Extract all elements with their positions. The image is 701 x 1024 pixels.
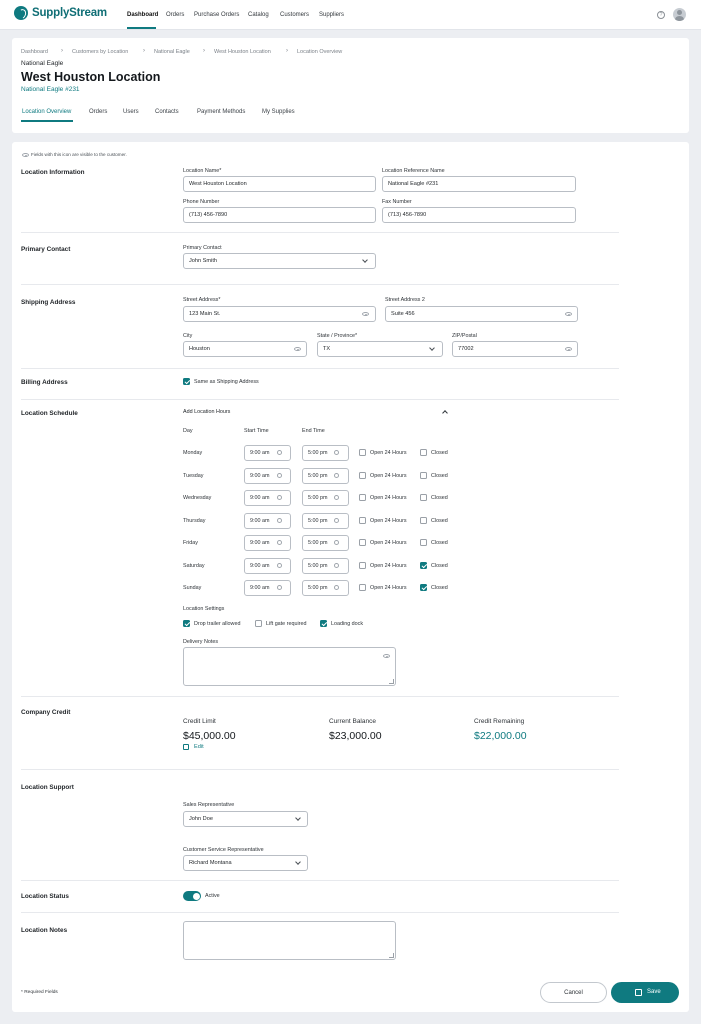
end-time-input[interactable]: 5:00 pm [302,580,349,596]
tab-orders[interactable]: Orders [89,109,108,115]
clock-icon [277,585,282,590]
open-24-hours-label: Open 24 Hours [370,450,407,456]
tab-payment-methods[interactable]: Payment Methods [197,109,246,115]
section-location-notes: Location Notes [21,927,68,934]
clock-icon [334,450,339,455]
start-time-input[interactable]: 9:00 am [244,513,291,529]
location-notes-textarea[interactable] [183,921,396,960]
nav-dashboard[interactable]: Dashboard [127,12,159,18]
section-location-support: Location Support [21,784,74,791]
tab-my-supplies[interactable]: My Supplies [262,109,295,115]
credit-remaining-value: $22,000.00 [474,730,527,742]
open-24-hours-label: Open 24 Hours [370,473,407,479]
nav-active-indicator [127,27,156,29]
section-shipping-address: Shipping Address [21,299,76,306]
end-time-input[interactable]: 5:00 pm [302,535,349,551]
sales-rep-label: Sales Representative [183,802,235,808]
add-location-hours-toggle[interactable]: Add Location Hours [183,409,231,415]
open-24-hours-label: Open 24 Hours [370,585,407,591]
supplystream-logo-icon [14,6,28,20]
end-time-input[interactable]: 5:00 pm [302,558,349,574]
open-24-hours-checkbox[interactable] [359,494,366,501]
location-reference-input[interactable]: National Eagle #231 [382,176,576,192]
section-divider [21,696,619,697]
phone-number-input[interactable]: (713) 456-7890 [183,207,376,223]
breadcrumb-dashboard[interactable]: Dashboard [21,49,48,55]
closed-label: Closed [431,450,448,456]
closed-label: Closed [431,495,448,501]
open-24-hours-checkbox[interactable] [359,472,366,479]
save-button-label: Save [647,989,661,995]
end-time-input[interactable]: 5:00 pm [302,468,349,484]
user-avatar-icon[interactable] [673,8,686,21]
start-time-input[interactable]: 9:00 am [244,535,291,551]
visibility-notice: Fields with this icon are visible to the customer. [31,152,127,157]
clock-icon [277,473,282,478]
state-province-select[interactable]: TX [317,341,443,357]
tab-users[interactable]: Users [123,109,139,115]
open-24-hours-checkbox[interactable] [359,449,366,456]
breadcrumb-chevron-icon: › [286,48,288,54]
open-24-hours-label: Open 24 Hours [370,495,407,501]
closed-checkbox[interactable] [420,562,427,569]
clock-icon [334,563,339,568]
section-divider [21,284,619,285]
closed-checkbox[interactable] [420,449,427,456]
street-address-label: Street Address* [183,297,221,303]
breadcrumb-chevron-icon: › [203,48,205,54]
clock-icon [277,540,282,545]
section-company-credit: Company Credit [21,709,71,716]
schedule-day-label: Tuesday [183,473,204,479]
delivery-notes-label: Delivery Notes [183,639,219,645]
closed-label: Closed [431,518,448,524]
credit-remaining-label: Credit Remaining [474,718,525,725]
location-status-value: Active [205,893,220,899]
resize-handle-icon[interactable] [389,953,394,958]
nav-purchase-orders[interactable]: Purchase Orders [194,12,240,18]
state-province-label: State / Province* [317,333,358,339]
end-time-input[interactable]: 5:00 pm [302,445,349,461]
open-24-hours-checkbox[interactable] [359,517,366,524]
nav-orders[interactable]: Orders [166,12,185,18]
start-time-input[interactable]: 9:00 am [244,445,291,461]
clock-icon [334,540,339,545]
schedule-day-label: Wednesday [183,495,212,501]
clock-icon [277,518,282,523]
clock-icon [334,473,339,478]
clock-icon [334,518,339,523]
street-address-input[interactable]: 123 Main St. [183,306,376,322]
csr-select[interactable]: Richard Montana [183,855,308,871]
closed-checkbox[interactable] [420,539,427,546]
primary-contact-label: Primary Contact [183,245,222,251]
app-name: SupplyStream [32,7,107,19]
start-time-input[interactable]: 9:00 am [244,558,291,574]
city-label: City [183,333,193,339]
primary-contact-select[interactable]: John Smith [183,253,376,269]
section-billing-address: Billing Address [21,379,68,386]
fax-number-input[interactable]: (713) 456-7890 [382,207,576,223]
visibility-eye-icon [362,312,369,316]
city-input[interactable]: Houston [183,341,307,357]
cancel-button[interactable]: Cancel [540,982,607,1003]
breadcrumb-chevron-icon: › [143,48,145,54]
csr-label: Customer Service Representative [183,847,264,853]
breadcrumb-chevron-icon: › [61,48,63,54]
phone-number-label: Phone Number [183,199,220,205]
closed-checkbox[interactable] [420,494,427,501]
current-balance-value: $23,000.00 [329,730,382,742]
location-id: National Eagle #231 [21,86,80,93]
clock-icon [334,495,339,500]
start-time-input[interactable]: 9:00 am [244,490,291,506]
closed-label: Closed [431,540,448,546]
schedule-day-label: Sunday [183,585,202,591]
column-start-time: Start Time [244,428,269,434]
drop-trailer-label: Drop trailer allowed [194,621,241,627]
nav-customers[interactable]: Customers [280,12,310,18]
schedule-day-label: Friday [183,540,198,546]
column-end-time: End Time [302,428,325,434]
breadcrumb-west-houston[interactable]: West Houston Location [214,49,271,55]
visibility-eye-icon [565,347,572,351]
closed-checkbox[interactable] [420,517,427,524]
closed-label: Closed [431,473,448,479]
section-location-status: Location Status [21,893,69,900]
main-form-card [12,142,689,1012]
company-name: National Eagle [21,60,64,67]
breadcrumb-location-overview: Location Overview [297,49,343,55]
loading-dock-label: Loading dock [331,621,364,627]
credit-limit-value: $45,000.00 [183,730,236,742]
closed-checkbox[interactable] [420,584,427,591]
section-divider [21,399,619,400]
clock-icon [277,450,282,455]
section-divider [21,232,619,233]
open-24-hours-checkbox[interactable] [359,539,366,546]
schedule-day-label: Monday [183,450,203,456]
tab-location-overview[interactable]: Location Overview [22,109,72,115]
open-24-hours-label: Open 24 Hours [370,563,407,569]
section-location-information: Location Information [21,169,85,176]
visibility-eye-icon [565,312,572,316]
same-as-shipping-label: Same as Shipping Address [194,379,259,385]
breadcrumb-national-eagle[interactable]: National Eagle [154,49,190,55]
section-location-schedule: Location Schedule [21,410,78,417]
street-address-2-input[interactable]: Suite 456 [385,306,578,322]
closed-checkbox[interactable] [420,472,427,479]
schedule-day-label: Thursday [183,518,206,524]
lift-gate-label: Lift gate required [266,621,307,627]
app-logo[interactable] [14,6,107,20]
save-button[interactable] [611,982,679,1003]
open-24-hours-checkbox[interactable] [359,562,366,569]
visibility-eye-icon [294,347,301,351]
tab-contacts[interactable]: Contacts [155,109,179,115]
nav-suppliers[interactable]: Suppliers [319,12,345,18]
schedule-day-label: Saturday [183,563,205,569]
drop-trailer-checkbox[interactable] [183,620,190,627]
section-divider [21,368,619,369]
section-divider [21,769,619,770]
closed-label: Closed [431,585,448,591]
visibility-eye-icon [383,654,390,658]
location-reference-label: Location Reference Name [382,168,445,174]
tab-active-indicator [21,120,73,122]
required-fields-note: * Required Fields [21,990,58,995]
save-icon [635,989,642,996]
help-icon[interactable]: ? [657,11,665,19]
resize-handle-icon[interactable] [389,679,394,684]
start-time-input[interactable]: 9:00 am [244,580,291,596]
start-time-input[interactable]: 9:00 am [244,468,291,484]
edit-icon[interactable] [183,744,189,750]
loading-dock-checkbox[interactable] [320,620,327,627]
sales-rep-select[interactable]: John Doe [183,811,308,827]
nav-catalog[interactable]: Catalog [248,12,269,18]
same-as-shipping-checkbox[interactable] [183,378,190,385]
clock-icon [277,563,282,568]
visibility-eye-icon [22,153,29,157]
lift-gate-checkbox[interactable] [255,620,262,627]
current-balance-label: Current Balance [329,718,376,725]
closed-label: Closed [431,563,448,569]
location-status-toggle[interactable] [183,891,201,901]
zip-postal-label: ZIP/Postal [452,333,477,339]
delivery-notes-textarea[interactable] [183,647,396,686]
open-24-hours-checkbox[interactable] [359,584,366,591]
edit-credit-link[interactable]: Edit [194,744,204,750]
open-24-hours-label: Open 24 Hours [370,540,407,546]
location-name-input[interactable]: West Houston Location [183,176,376,192]
location-name-label: Location Name* [183,168,222,174]
end-time-input[interactable]: 5:00 pm [302,490,349,506]
clock-icon [277,495,282,500]
end-time-input[interactable]: 5:00 pm [302,513,349,529]
top-navigation [0,0,701,30]
location-settings-label: Location Settings [183,606,225,612]
breadcrumb-customers-by-location[interactable]: Customers by Location [72,49,129,55]
clock-icon [334,585,339,590]
section-primary-contact: Primary Contact [21,246,71,253]
section-divider [21,912,619,913]
open-24-hours-label: Open 24 Hours [370,518,407,524]
street-address-2-label: Street Address 2 [385,297,425,303]
fax-number-label: Fax Number [382,199,412,205]
page-title: West Houston Location [21,70,161,84]
section-divider [21,880,619,881]
credit-limit-label: Credit Limit [183,718,216,725]
zip-postal-input[interactable]: 77002 [452,341,578,357]
column-day: Day [183,428,193,434]
